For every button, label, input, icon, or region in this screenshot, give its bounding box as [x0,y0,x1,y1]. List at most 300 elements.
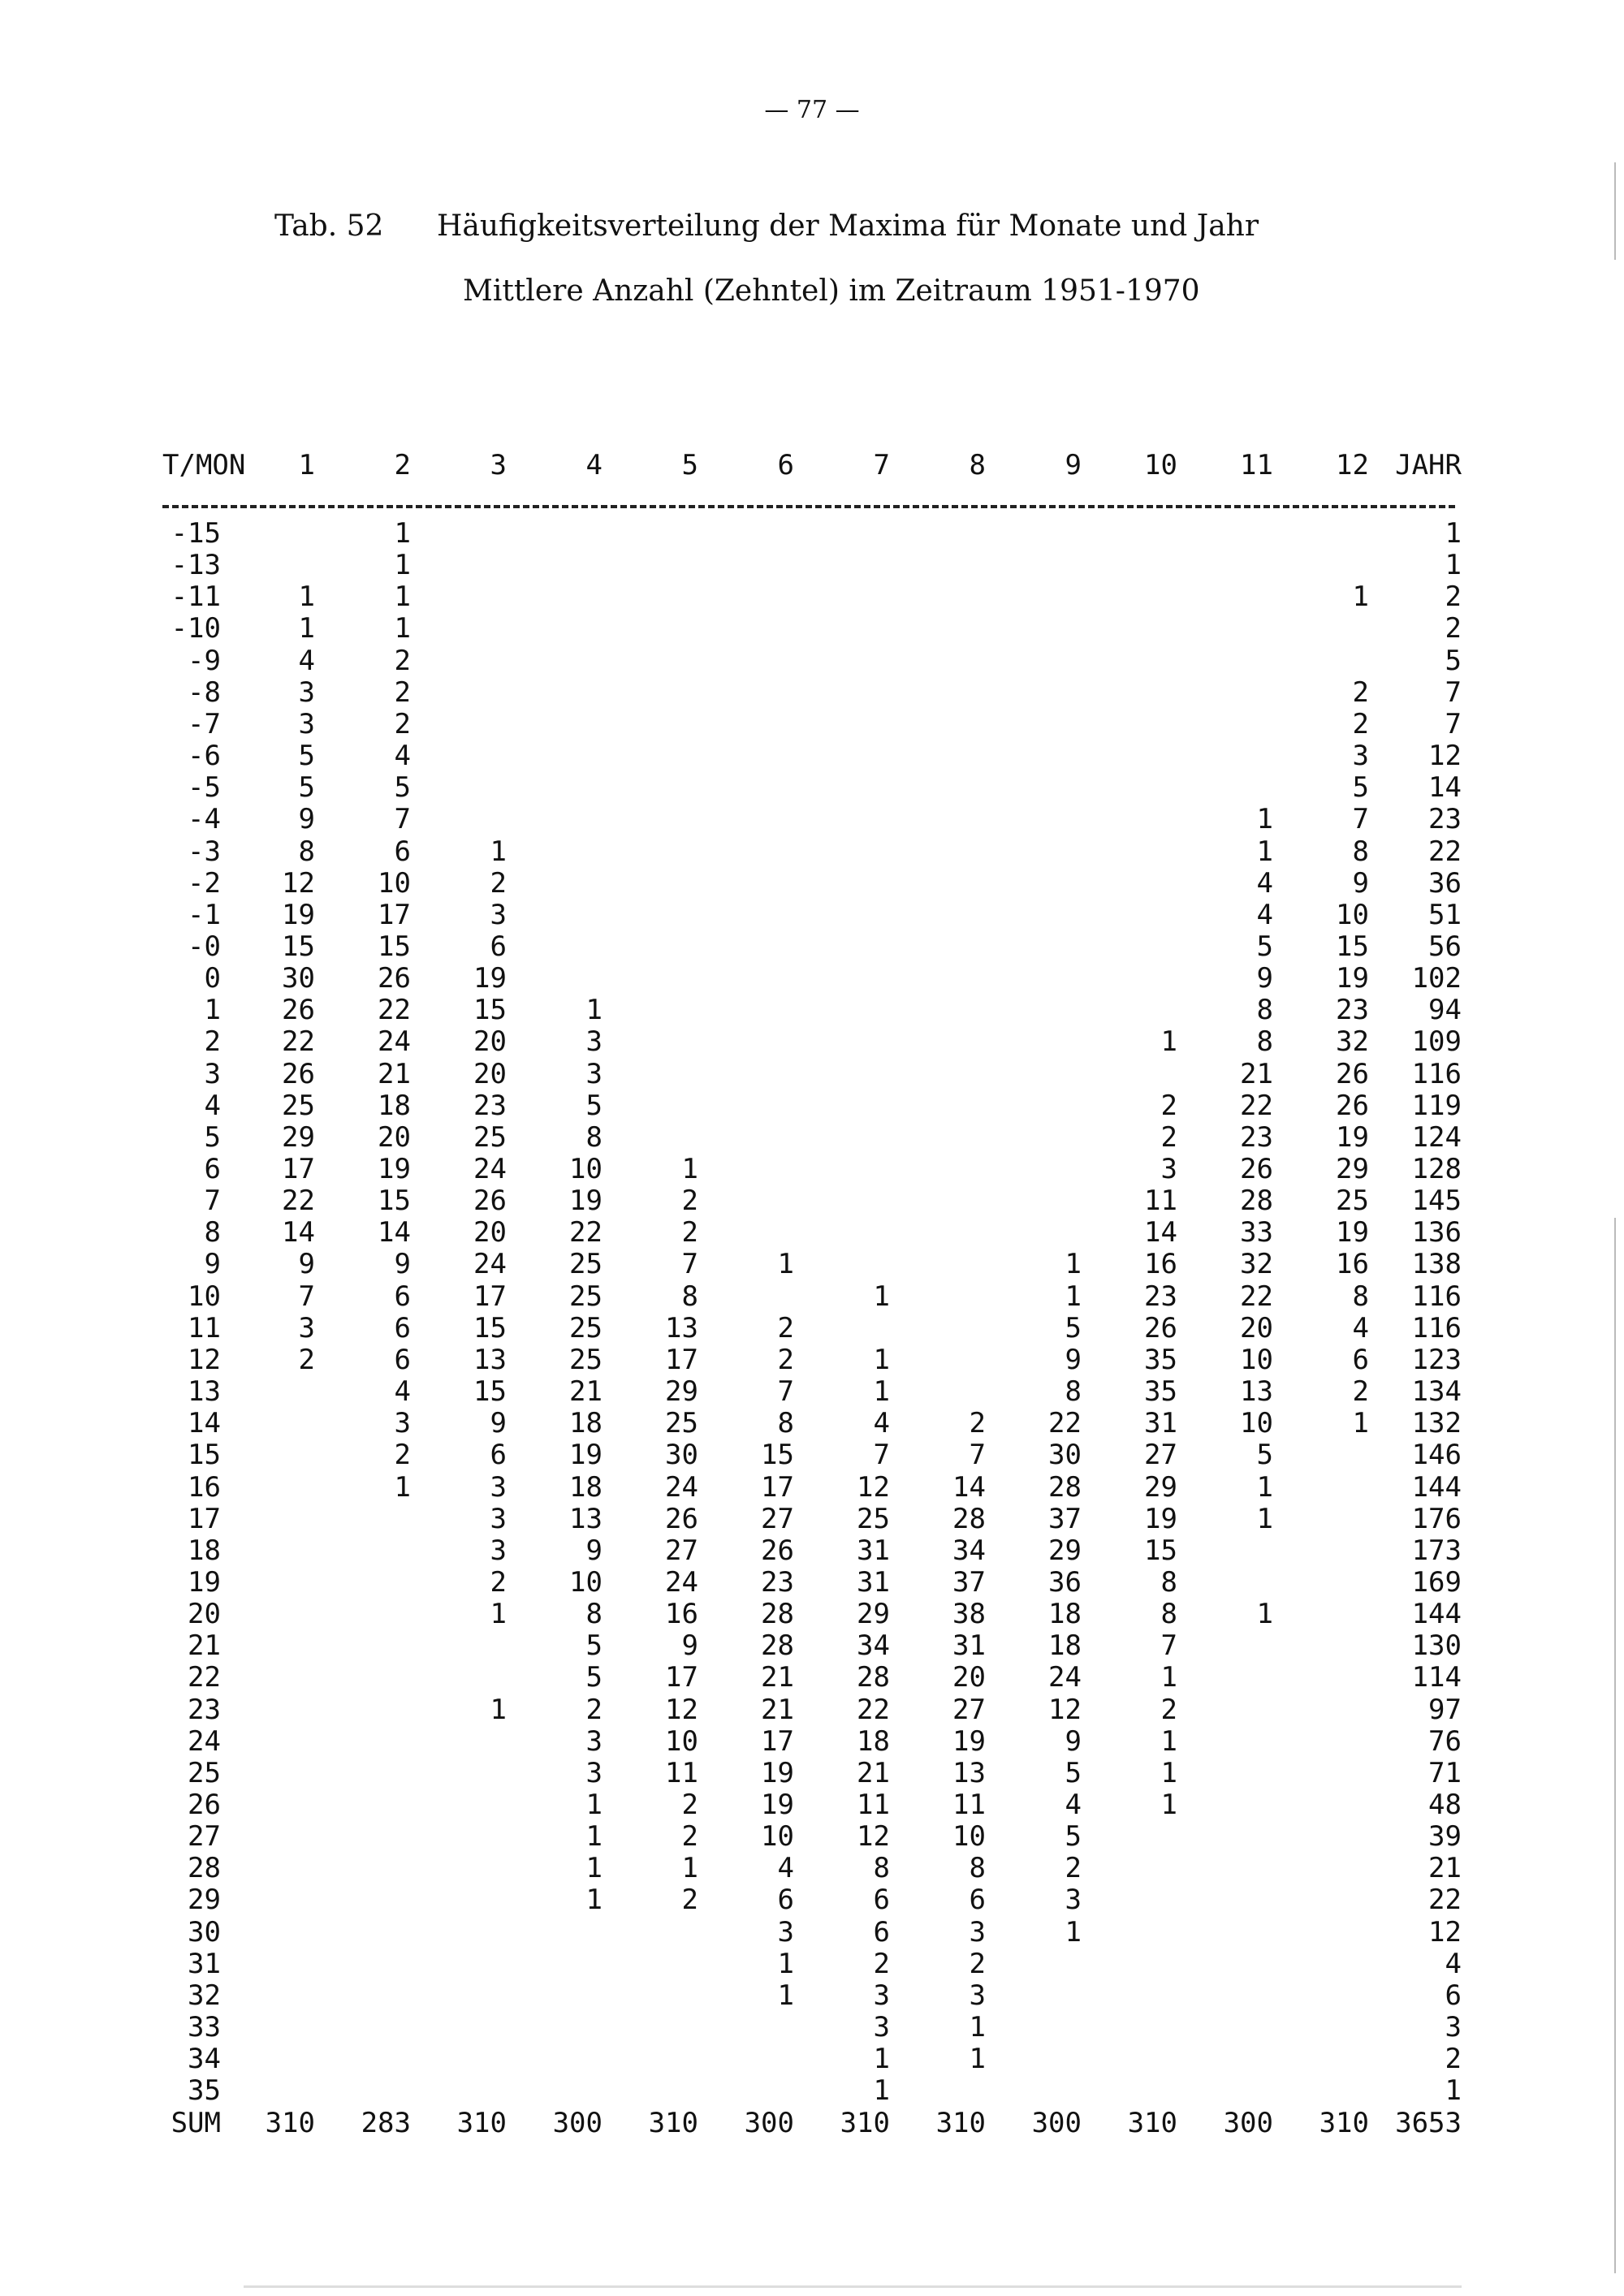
year-total-cell: 109 [1411,1025,1462,1058]
table-cell: 3 [298,1312,315,1344]
table-cell: 2 [394,645,411,677]
table-cell: 7 [1352,803,1369,835]
table-cell: 1 [1256,803,1273,835]
row-label: 25 [188,1757,221,1789]
table-cell: 15 [473,1375,507,1408]
table-cell: 3 [873,1979,890,2012]
table-cell: 11 [857,1789,890,1821]
row-label: 5 [204,1121,221,1154]
table-cell: 10 [569,1153,603,1185]
table-cell: 23 [1144,1280,1177,1313]
table-cell: 9 [681,1629,698,1662]
table-cell: 2 [1352,1375,1369,1408]
sum-cell: 310 [1127,2107,1177,2139]
year-total-cell: 71 [1428,1757,1462,1789]
column-header: 10 [1144,449,1177,481]
column-header: 12 [1336,449,1369,481]
table-cell: 18 [857,1725,890,1758]
table-cell: 2 [1352,708,1369,740]
year-total-cell: 23 [1428,803,1462,835]
table-cell: 24 [1048,1661,1082,1694]
row-label: 2 [204,1025,221,1058]
row-label: 11 [188,1312,221,1344]
row-label: -2 [188,867,221,900]
table-cell: 26 [1336,1058,1369,1090]
table-cell: 7 [873,1439,890,1471]
year-total-cell: 48 [1428,1789,1462,1821]
table-cell: 2 [777,1312,794,1344]
table-cell: 25 [1336,1185,1369,1217]
table-cell: 25 [665,1407,698,1439]
row-label: -9 [188,645,221,677]
table-cell: 3 [585,1725,603,1758]
row-label: 31 [188,1948,221,1980]
sum-cell: 300 [1223,2107,1273,2139]
column-header: 2 [394,449,411,481]
table-cell: 35 [1144,1344,1177,1376]
table-cell: 13 [1240,1375,1273,1408]
year-total-cell: 21 [1428,1852,1462,1884]
table-cell: 32 [1336,1025,1369,1058]
sum-cell: 300 [1031,2107,1082,2139]
year-total-cell: 102 [1411,962,1462,995]
table-cell: 8 [873,1852,890,1884]
table-cell: 23 [1336,994,1369,1026]
table-cell: 22 [282,1185,315,1217]
table-caption [274,209,1259,243]
table-cell: 6 [394,835,411,868]
row-label: 27 [188,1820,221,1853]
year-total-cell: 22 [1428,1884,1462,1916]
table-cell: 1 [585,994,603,1026]
table-cell: 1 [490,835,507,868]
table-cell: 18 [1048,1598,1082,1630]
table-cell: 15 [473,994,507,1026]
table-cell: 34 [952,1534,986,1567]
table-cell: 1 [585,1884,603,1916]
table-cell: 3 [969,1979,986,2012]
table-cell: 15 [473,1312,507,1344]
table-cell: 9 [394,1248,411,1280]
table-cell: 5 [394,771,411,804]
table-cell: 3 [1352,740,1369,772]
table-cell: 29 [282,1121,315,1154]
table-cell: 1 [394,612,411,645]
year-total-cell: 14 [1428,771,1462,804]
table-cell: 17 [761,1725,794,1758]
table-cell: 24 [665,1566,698,1599]
table-cell: 1 [490,1598,507,1630]
table-cell: 10 [378,867,411,900]
row-label: 15 [188,1439,221,1471]
table-cell: 8 [1352,835,1369,868]
table-cell: 15 [378,1185,411,1217]
table-cell: 21 [761,1661,794,1694]
table-cell: 12 [665,1694,698,1726]
table-cell: 5 [1256,1439,1273,1471]
table-cell: 4 [1256,899,1273,931]
table-cell: 15 [1144,1534,1177,1567]
table-cell: 14 [952,1471,986,1504]
table-cell: 13 [569,1503,603,1535]
table-cell: 27 [761,1503,794,1535]
table-cell: 18 [378,1090,411,1122]
table-cell: 5 [585,1090,603,1122]
table-cell: 3 [490,1503,507,1535]
table-cell: 2 [873,1948,890,1980]
table-cell: 3 [1065,1884,1082,1916]
table-cell: 9 [1065,1344,1082,1376]
year-total-cell: 56 [1428,930,1462,963]
table-cell: 17 [665,1661,698,1694]
table-cell: 19 [1336,962,1369,995]
table-cell: 13 [665,1312,698,1344]
table-cell: 25 [569,1344,603,1376]
table-cell: 2 [394,676,411,709]
table-cell: 3 [969,1916,986,1949]
row-label: 10 [188,1280,221,1313]
table-cell: 1 [873,1375,890,1408]
table-cell: 1 [1065,1916,1082,1949]
year-total-cell: 97 [1428,1694,1462,1726]
table-cell: 37 [1048,1503,1082,1535]
row-label: 16 [188,1471,221,1504]
year-total-cell: 124 [1411,1121,1462,1154]
year-total-cell: 12 [1428,1916,1462,1949]
table-cell: 6 [873,1916,890,1949]
row-label: 7 [204,1185,221,1217]
table-cell: 12 [857,1471,890,1504]
table-cell: 8 [1160,1598,1177,1630]
row-label: -5 [188,771,221,804]
year-total-cell: 12 [1428,740,1462,772]
table-cell: 4 [873,1407,890,1439]
table-cell: 28 [761,1598,794,1630]
year-total-cell: 123 [1411,1344,1462,1376]
table-cell: 22 [282,1025,315,1058]
table-cell: 32 [1240,1248,1273,1280]
table-cell: 28 [1048,1471,1082,1504]
row-label: 20 [188,1598,221,1630]
table-cell: 2 [1160,1694,1177,1726]
table-cell: 1 [681,1852,698,1884]
table-cell: 1 [777,1248,794,1280]
table-cell: 2 [1160,1090,1177,1122]
table-cell: 31 [857,1534,890,1567]
table-cell: 31 [952,1629,986,1662]
header-divider [162,505,1455,508]
table-cell: 18 [569,1471,603,1504]
sum-cell: 310 [1319,2107,1369,2139]
table-cell: 17 [761,1471,794,1504]
table-cell: 3 [490,899,507,931]
table-cell: 4 [1065,1789,1082,1821]
table-cell: 12 [857,1820,890,1853]
table-cell: 12 [1048,1694,1082,1726]
row-label: -6 [188,740,221,772]
table-cell: 20 [473,1216,507,1249]
table-cell: 2 [681,1216,698,1249]
year-total-cell: 1 [1445,517,1462,550]
sum-cell: 310 [840,2107,890,2139]
sum-cell: 300 [744,2107,794,2139]
table-cell: 22 [569,1216,603,1249]
table-cell: 27 [665,1534,698,1567]
table-cell: 26 [665,1503,698,1535]
row-label: 1 [204,994,221,1026]
table-cell: 26 [282,1058,315,1090]
table-cell: 22 [1048,1407,1082,1439]
table-cell: 2 [394,708,411,740]
year-total-cell: 173 [1411,1534,1462,1567]
row-label: 32 [188,1979,221,2012]
table-cell: 25 [569,1312,603,1344]
sum-row-label: SUM [171,2107,221,2139]
table-cell: 18 [569,1407,603,1439]
row-label: 34 [188,2043,221,2075]
row-label: 14 [188,1407,221,1439]
table-cell: 15 [378,930,411,963]
table-cell: 1 [873,1344,890,1376]
table-cell: 1 [1160,1757,1177,1789]
table-cell: 3 [585,1058,603,1090]
table-cell: 30 [282,962,315,995]
table-cell: 10 [569,1566,603,1599]
table-cell: 2 [969,1948,986,1980]
row-label: 0 [204,962,221,995]
year-total-cell: 76 [1428,1725,1462,1758]
page-number: — 77 — [764,96,860,124]
row-label: 13 [188,1375,221,1408]
table-cell: 6 [394,1280,411,1313]
table-cell: 21 [378,1058,411,1090]
year-total-cell: 116 [1411,1312,1462,1344]
table-cell: 1 [298,580,315,613]
year-total-cell: 2 [1445,2043,1462,2075]
sum-cell: 310 [648,2107,698,2139]
table-cell: 22 [857,1694,890,1726]
year-total-cell: 128 [1411,1153,1462,1185]
table-cell: 20 [1240,1312,1273,1344]
table-cell: 15 [761,1439,794,1471]
table-cell: 1 [873,2074,890,2107]
row-label: 19 [188,1566,221,1599]
table-cell: 1 [1160,1725,1177,1758]
table-cell: 3 [298,708,315,740]
table-cell: 2 [681,1884,698,1916]
table-cell: 5 [1065,1820,1082,1853]
table-cell: 23 [761,1566,794,1599]
table-cell: 1 [969,2011,986,2044]
table-cell: 19 [569,1439,603,1471]
table-cell: 1 [1065,1248,1082,1280]
table-cell: 19 [378,1153,411,1185]
table-cell: 8 [1065,1375,1082,1408]
table-cell: 28 [1240,1185,1273,1217]
table-cell: 31 [857,1566,890,1599]
table-label: Tab. 52 [274,209,384,243]
table-cell: 25 [569,1248,603,1280]
table-cell: 1 [394,580,411,613]
year-total-cell: 7 [1445,676,1462,709]
table-cell: 6 [969,1884,986,1916]
table-cell: 5 [1352,771,1369,804]
table-cell: 29 [857,1598,890,1630]
year-total-cell: 1 [1445,549,1462,581]
table-cell: 25 [473,1121,507,1154]
year-total-cell: 144 [1411,1598,1462,1630]
table-cell: 23 [1240,1121,1273,1154]
table-cell: 17 [378,899,411,931]
table-cell: 7 [969,1439,986,1471]
year-total-cell: 94 [1428,994,1462,1026]
table-cell: 24 [378,1025,411,1058]
row-label: -11 [171,580,221,613]
table-cell: 19 [282,899,315,931]
year-total-cell: 134 [1411,1375,1462,1408]
table-cell: 6 [490,1439,507,1471]
table-subtitle: Mittlere Anzahl (Zehntel) im Zeitraum 1951-1970 [463,274,1200,308]
sum-cell: 310 [935,2107,986,2139]
table-cell: 25 [282,1090,315,1122]
column-header: JAHR [1395,449,1462,481]
table-cell: 26 [1336,1090,1369,1122]
sum-cell: 310 [456,2107,507,2139]
table-cell: 1 [298,612,315,645]
year-total-cell: 138 [1411,1248,1462,1280]
table-cell: 2 [1065,1852,1082,1884]
table-cell: 9 [298,1248,315,1280]
table-cell: 9 [585,1534,603,1567]
year-total-cell: 4 [1445,1948,1462,1980]
table-cell: 8 [681,1280,698,1313]
year-total-cell: 116 [1411,1280,1462,1313]
year-total-cell: 132 [1411,1407,1462,1439]
table-cell: 1 [1256,1598,1273,1630]
table-cell: 2 [585,1694,603,1726]
table-cell: 9 [1352,867,1369,900]
table-cell: 1 [1160,1661,1177,1694]
table-cell: 1 [585,1852,603,1884]
table-cell: 16 [1144,1248,1177,1280]
table-cell: 19 [1144,1503,1177,1535]
table-cell: 4 [394,1375,411,1408]
scan-margin-line [1614,162,1616,260]
row-label: -4 [188,803,221,835]
row-label: -13 [171,549,221,581]
table-cell: 5 [585,1661,603,1694]
table-cell: 11 [665,1757,698,1789]
table-cell: 2 [681,1820,698,1853]
sum-cell: 310 [265,2107,315,2139]
table-cell: 37 [952,1566,986,1599]
table-cell: 26 [761,1534,794,1567]
table-cell: 6 [490,930,507,963]
table-cell: 13 [952,1757,986,1789]
row-label: 18 [188,1534,221,1567]
table-cell: 8 [1256,1025,1273,1058]
year-total-cell: 144 [1411,1471,1462,1504]
table-cell: 15 [282,930,315,963]
table-cell: 1 [1256,835,1273,868]
table-cell: 3 [1160,1153,1177,1185]
table-cell: 6 [394,1344,411,1376]
row-label: 4 [204,1090,221,1122]
table-cell: 14 [378,1216,411,1249]
table-cell: 38 [952,1598,986,1630]
row-label: 33 [188,2011,221,2044]
column-header: 6 [777,449,794,481]
table-cell: 30 [1048,1439,1082,1471]
row-label: 23 [188,1694,221,1726]
row-label: -1 [188,899,221,931]
table-cell: 21 [857,1757,890,1789]
table-cell: 5 [585,1629,603,1662]
table-cell: 7 [298,1280,315,1313]
year-total-cell: 136 [1411,1216,1462,1249]
table-cell: 26 [1240,1153,1273,1185]
table-cell: 1 [969,2043,986,2075]
table-cell: 9 [1065,1725,1082,1758]
table-cell: 23 [473,1090,507,1122]
year-total-cell: 114 [1411,1661,1462,1694]
table-cell: 10 [952,1820,986,1853]
year-total-cell: 176 [1411,1503,1462,1535]
table-cell: 14 [282,1216,315,1249]
year-total-cell: 1 [1445,2074,1462,2107]
table-cell: 29 [1048,1534,1082,1567]
table-cell: 26 [282,994,315,1026]
column-header: 1 [298,449,315,481]
year-total-cell: 116 [1411,1058,1462,1090]
table-cell: 11 [1144,1185,1177,1217]
table-cell: 14 [1144,1216,1177,1249]
table-cell: 24 [473,1248,507,1280]
table-cell: 29 [1336,1153,1369,1185]
table-cell: 1 [777,1979,794,2012]
row-label: -10 [171,612,221,645]
table-cell: 19 [473,962,507,995]
table-cell: 3 [585,1757,603,1789]
table-cell: 2 [1160,1121,1177,1154]
table-cell: 1 [394,517,411,550]
table-title: Häufigkeitsverteilung der Maxima für Monate und Jahr [437,209,1259,243]
column-header: 9 [1065,449,1082,481]
table-cell: 8 [777,1407,794,1439]
table-cell: 2 [490,1566,507,1599]
table-cell: 19 [1336,1216,1369,1249]
year-total-cell: 36 [1428,867,1462,900]
table-cell: 6 [777,1884,794,1916]
table-cell: 3 [490,1471,507,1504]
table-cell: 13 [473,1344,507,1376]
table-cell: 19 [761,1789,794,1821]
table-cell: 7 [1160,1629,1177,1662]
table-cell: 19 [1336,1121,1369,1154]
table-cell: 10 [665,1725,698,1758]
year-total-cell: 169 [1411,1566,1462,1599]
year-total-cell: 6 [1445,1979,1462,2012]
table-cell: 9 [298,803,315,835]
table-cell: 22 [1240,1090,1273,1122]
table-cell: 24 [665,1471,698,1504]
table-cell: 3 [490,1534,507,1567]
year-total-cell: 3 [1445,2011,1462,2044]
table-cell: 2 [298,1344,315,1376]
table-cell: 16 [1336,1248,1369,1280]
row-label: 30 [188,1916,221,1949]
row-label: 26 [188,1789,221,1821]
